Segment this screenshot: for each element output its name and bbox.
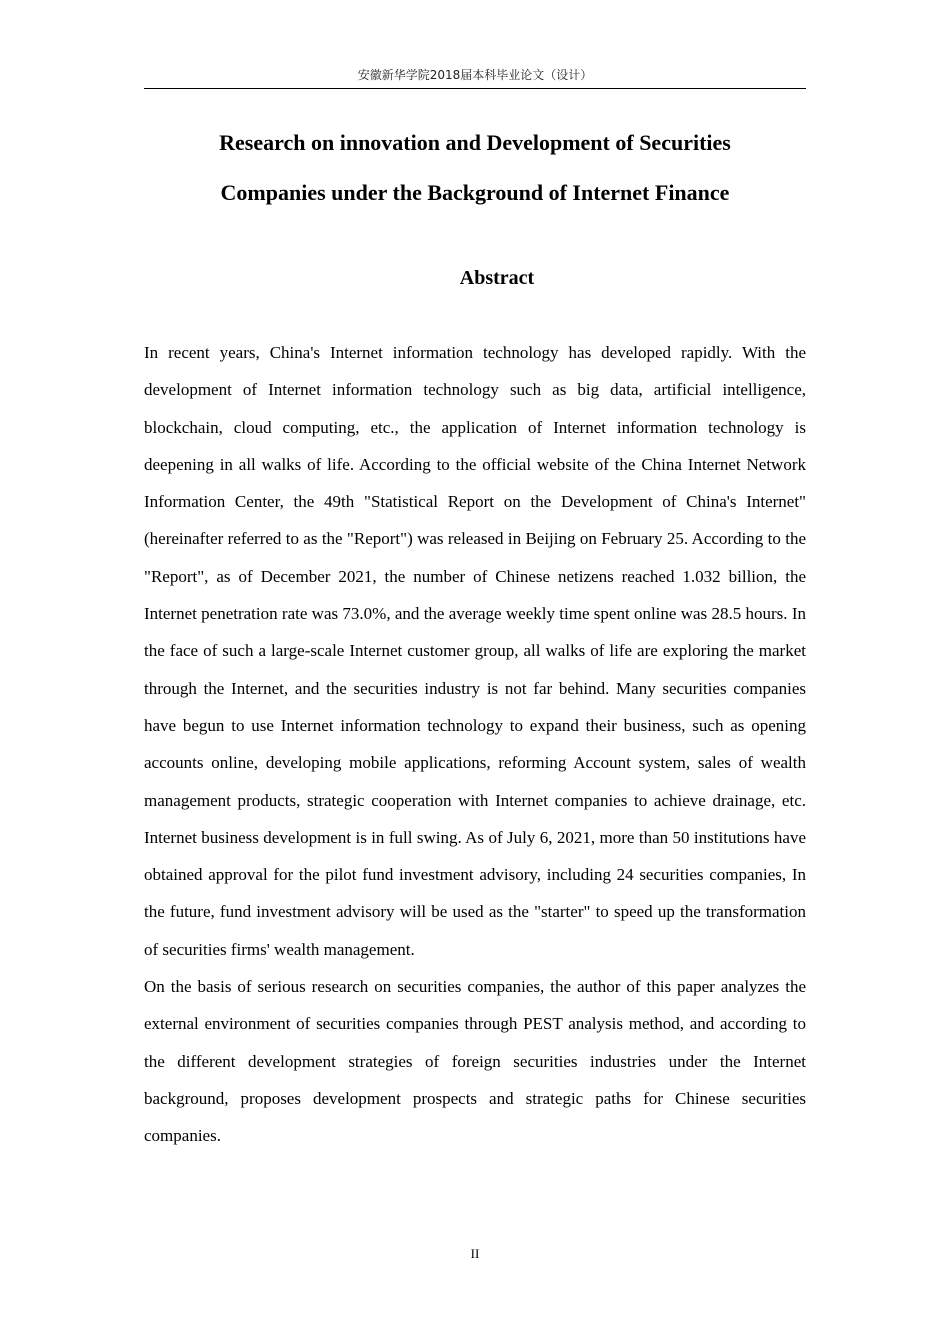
- running-header: [144, 64, 806, 89]
- paper-title: [144, 118, 806, 218]
- abstract-body: [144, 334, 806, 1155]
- paper-title-line-2: Companies under the Background of Internet Finance: [220, 180, 730, 205]
- running-header-text: 安徽新华学院2018届本科毕业论文（设计）: [357, 68, 593, 82]
- abstract-heading: Abstract: [459, 267, 535, 289]
- paper-title-line-1: Research on innovation and Development of Securities: [219, 130, 731, 155]
- abstract-paragraph-1: In recent years, China's Internet information technology has developed rapidly. With the development of Internet information technology such as big data, artificial intelligence, blockchain, cloud computing, etc., the application of Internet information technology is deepening in all walks of life. According to the official website of the China Internet Network Information Center, the 49th "Statistical Report on the Development of China's Internet" (hereinafter referred to as the "Report") was released in Beijing on February 25. According to the "Report", as of December 2021, the number of Chinese netizens reached 1.032 billion, the Internet penetration rate was 73.0%, and the average weekly time spent online was 28.5 hours. In the face of such a large-scale Internet customer group, all walks of life are exploring the market through the Internet, and the securities industry is not far behind. Many securities companies have begun to use Internet information technology to expand their business, such as opening accounts online, developing mobile applications, reforming Account system, sales of wealth management products, strategic cooperation with Internet companies to achieve drainage, etc. Internet business development is in full swing. As of July 6, 2021, more than 50 institutions have obtained approval for the pilot fund investment advisory, including 24 securities companies, In the future, fund investment advisory will be used as the "starter" to speed up the transformation of securities firms' wealth management.: [144, 343, 806, 959]
- page-number: II: [470, 1246, 480, 1261]
- abstract-paragraph-2: On the basis of serious research on securities companies, the author of this paper analyzes the external environment of securities companies through PEST analysis method, and according to the different development strategies of foreign securities industries under the Internet background, proposes development prospects and strategic paths for Chinese securities companies.: [144, 977, 806, 1146]
